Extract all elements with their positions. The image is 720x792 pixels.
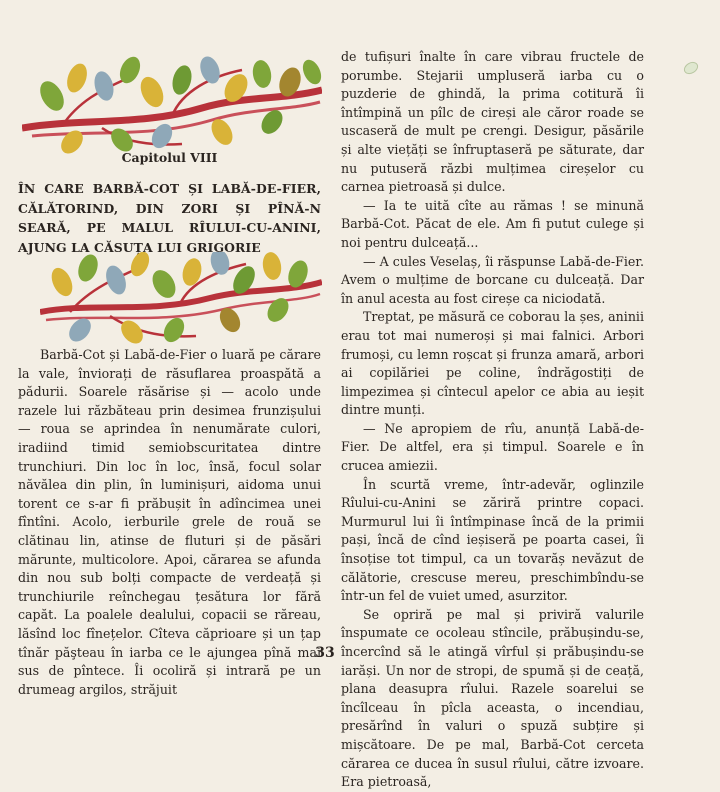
paragraph: În scurtă vreme, într-adevăr, oglinzile Rîului-cu-Anini se zăriră printre copaci. Murmurul lui îi întîmpinase încă de la primii pași, încă de cînd ieșiseră pe poarta casei, îi însoțise tot timpul, ca un tovarăș nevăzut de călătorie, crescuse mereu, preschimbîndu-se într-un fel de vuiet umed, asurzitor.: [341, 476, 644, 604]
paragraph: — Ne apropiem de rîu, anunță Labă-de-Fier. De altfel, era și timpul. Soarele e în crucea amiezii.: [341, 420, 644, 474]
paragraph: Treptat, pe măsură ce coborau la șes, aninii erau tot mai numeroși și mai falnici. Arbori frumoși, cu lemn roșcat și frunza amară, arbori ai copilăriei pe coline, îndrăgostiți de limpezimea și cîntecul apelor ce abia au ieșit dintre munți.: [341, 309, 644, 418]
paragraph: Barbă-Cot și Labă-de-Fier o luară pe cărare la vale, înviorați de răsuflarea proaspătă a pădurii. Soarele răsărise și — acolo unde razele lui răzbăteau prin desimea frunzișului — roua se aprindea în nenumărate culori, iradiind timid semiobscuritatea dintre trunchiuri. Din loc în loc, însă, focul solar năvălea din plin, în luminișuri, aidoma unui torent ce s-ar fi prăbușit în adîncimea unei fîntîni. Acolo, ierburile grele de rouă se clătinau lin, atinse de fluturi și de păsări mărunte, multicolore. Apoi, cărarea se afunda din nou sub bolți compacte de verdeață și trunchiurile reînchegau țesătura lor fără capăt. La poalele dealului, copacii se răreau, lăsînd loc fînețelor. Cîteva căprioare și un țap tînăr păşteau în iarba ce le ajungea pînă mai sus de pîntece. Îi ocoliră și intrară pe un drumeag argilos, străjuit: [18, 347, 321, 697]
paragraph: Se opriră pe mal și priviră valurile înspumate ce ocoleau stîncile, prăbușindu-se, încercînd să le atingă vîrful și prăbușindu-se iarăși. Un nor de stropi, de spumă și de ceață, plana deasupra rîului. Razele soarelui se încîlceau în pîcla aceasta, o incendiau, presărînd în valuri o spuză subțire și mișcătoare. De pe mal, Barbă-Cot cerceta cărarea ce ducea în susul rîului, către izvoare. Era pietroasă,: [341, 606, 644, 790]
leaf-stamp-icon: [682, 59, 700, 77]
chapter-label: Capitolul VIII: [121, 150, 218, 165]
leaf-branch-vignette-top: [22, 56, 322, 154]
right-text-column: [341, 48, 644, 792]
left-text-column: [18, 346, 321, 699]
paragraph: — Ia te uită cîte au rămas ! se minună Barbă-Cot. Păcat de ele. Am fi putut culege și noi pentru dulceață...: [341, 197, 644, 250]
page-number: 33: [315, 645, 335, 661]
leaf-branch-vignette-bottom: [40, 252, 322, 348]
paragraph: — A cules Veselaș, îi răspunse Labă-de-Fier. Avem o mulțime de borcane cu dulceață. Dar în anul acesta au fost cireșe ca niciodată.: [341, 253, 644, 306]
paragraph: de tufișuri înalte în care vibrau fructele de porumbe. Stejarii umpluseră iarba cu o puzderie de ghindă, la prima cotitură îi întîmpină un pîlc de cireși ale căror roade se uscaseră de mult pe crengi. Desigur, păsările și alte viețăți se înfruptaseră pe săturate, dar nu putuseră răzbi mulțimea cireșelor cu carnea pietroasă și dulce.: [341, 49, 644, 195]
chapter-title: ÎN CARE BARBĂ-COT ȘI LABĂ-DE-FIER, CĂLĂTORIND, DIN ZORI ȘI PÎNĂ-N SEARĂ, PE MALUL RÎULUI-CU-ANINI, AJUNG LA CĂSUȚA LUI GRIGORIE: [18, 181, 321, 255]
